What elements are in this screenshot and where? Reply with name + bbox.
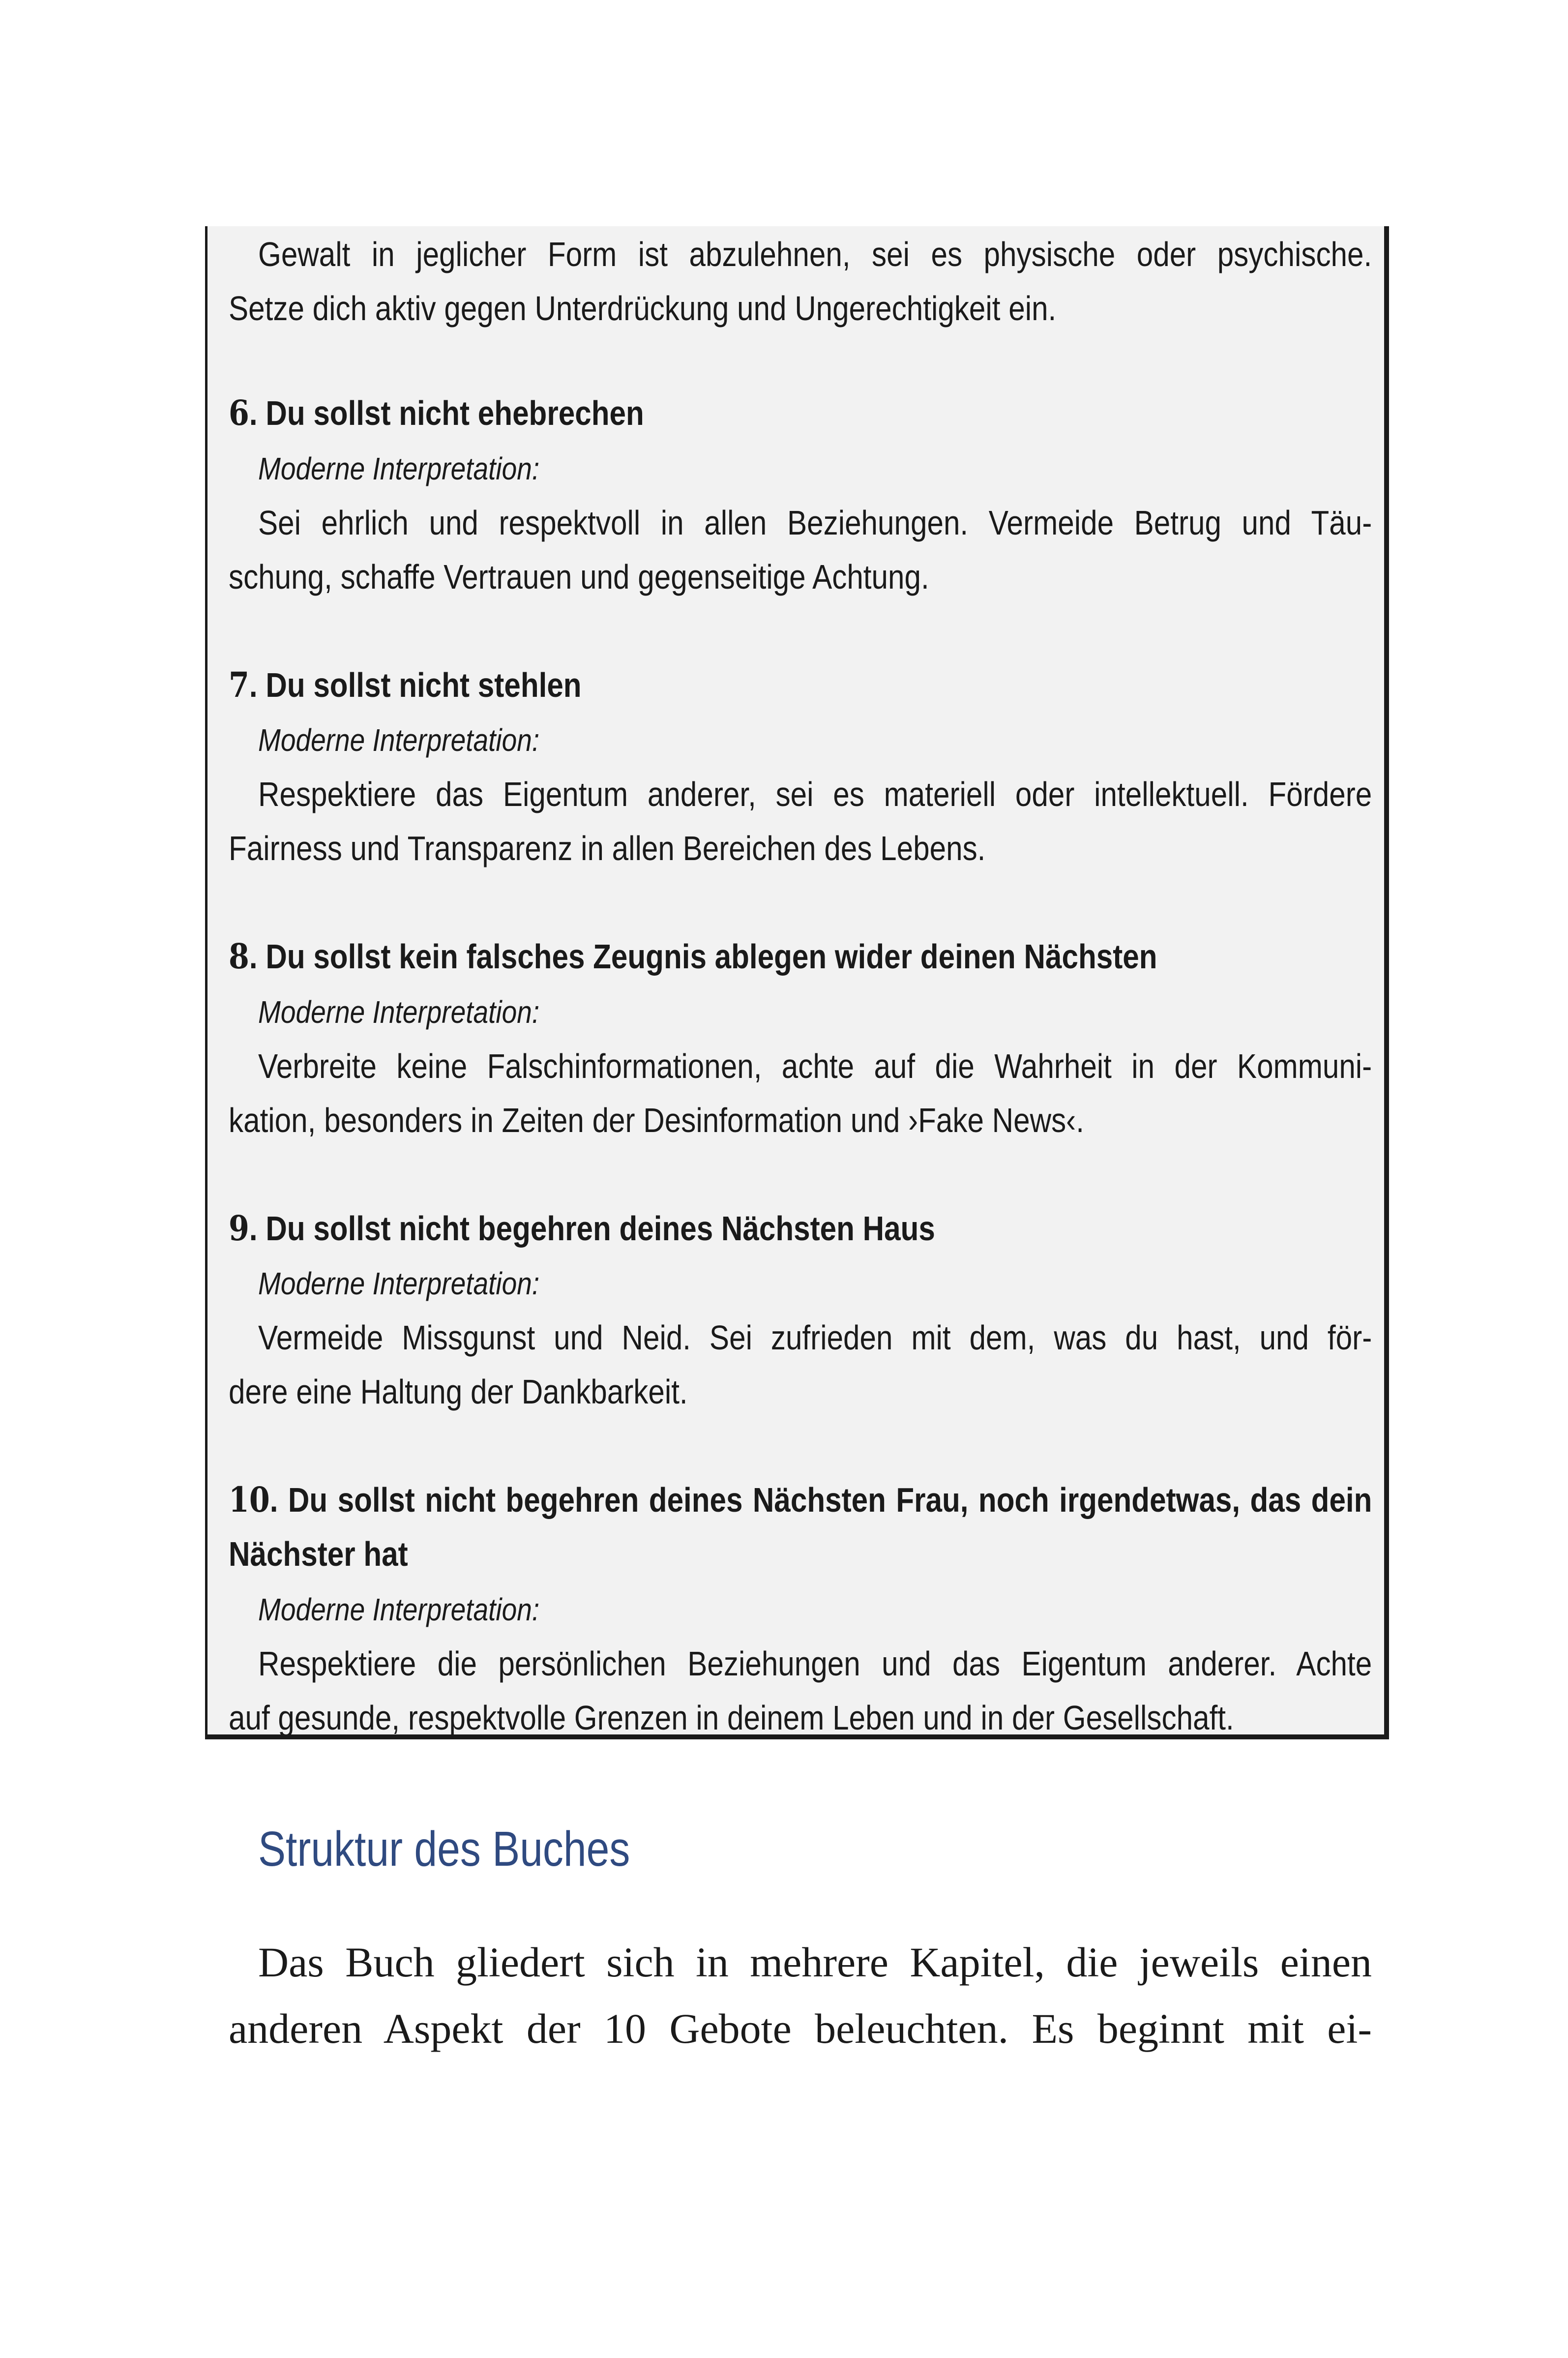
commandment-10-line-1: Respektiere die persönlichen Beziehungen und das Eigentum anderer. Achte [258, 1644, 1372, 1683]
commandment-8-line-1: Verbreite keine Falschinformationen, achte auf die Wahrheit in der Kommuni- [258, 1047, 1372, 1085]
heading-separator: . [269, 1481, 288, 1519]
commandment-number: 7 [229, 664, 249, 705]
paragraph-line-2: anderen Aspekt der 10 Gebote beleuchten. Es beginnt mit ei- [229, 2005, 1372, 2052]
heading-separator: . [249, 937, 266, 976]
commandment-6-line-1: Sei ehrlich und respektvoll in allen Beziehungen. Vermeide Betrug und Täu- [258, 504, 1372, 542]
commandment-title: Du sollst nicht begehren deines Nächsten Frau, noch irgendetwas, das dein [288, 1481, 1372, 1519]
commandment-title: Du sollst kein falsches Zeugnis ablegen wider deinen Nächsten [266, 937, 1157, 976]
paragraph-line-1: Das Buch gliedert sich in mehrere Kapitel, die jeweils einen [258, 1939, 1372, 1986]
commandment-9-line-1: Vermeide Missgunst und Neid. Sei zufrieden mit dem, was du hast, und för- [258, 1318, 1372, 1357]
commandment-7-line-1: Respektiere das Eigentum anderer, sei es materiell oder intellektuell. Fördere [258, 775, 1372, 813]
commandment-9-heading [229, 1201, 1372, 1255]
interpretation-label: Moderne Interpretation: [258, 1266, 540, 1301]
commandment-title: Du sollst nicht stehlen [266, 666, 582, 704]
commandment-7-line-2: Fairness und Transparenz in allen Bereichen des Lebens. [229, 829, 986, 867]
interpretation-label: Moderne Interpretation: [258, 722, 540, 758]
commandment-number: 8 [229, 936, 249, 977]
commandment-10-heading [229, 1473, 1372, 1527]
commandment-8-heading [229, 929, 1372, 984]
commandment-10-line-2: auf gesunde, respektvolle Grenzen in deinem Leben und in der Gesellschaft. [229, 1699, 1234, 1737]
commandment-title: Du sollst nicht begehren deines Nächsten Haus [266, 1209, 935, 1248]
commandment-number: 6 [229, 392, 249, 433]
heading-separator: . [249, 1209, 266, 1248]
commandment-9-line-2: dere eine Haltung der Dankbarkeit. [229, 1373, 688, 1411]
section-heading: Struktur des Buches [258, 1821, 630, 1877]
commandment-7-heading [229, 658, 1372, 712]
heading-separator: . [249, 666, 266, 704]
heading-separator: . [249, 394, 266, 432]
interpretation-label: Moderne Interpretation: [258, 994, 540, 1030]
intro-line-1: Gewalt in jeglicher Form ist abzulehnen, sei es physische oder psychische. [258, 235, 1372, 273]
commandment-6-line-2: schung, schaffe Vertrauen und gegenseitige Achtung. [229, 558, 929, 596]
intro-line-2: Setze dich aktiv gegen Unterdrückung und Ungerechtigkeit ein. [229, 289, 1057, 328]
commandment-number: 10 [229, 1479, 270, 1520]
commandment-number: 9 [229, 1208, 249, 1249]
interpretation-label: Moderne Interpretation: [258, 451, 540, 486]
commandment-10-heading-cont: Nächster hat [229, 1535, 408, 1573]
commandment-6-heading [229, 386, 1372, 440]
commandment-8-line-2: kation, besonders in Zeiten der Desinformation und ›Fake News‹. [229, 1101, 1084, 1139]
interpretation-label: Moderne Interpretation: [258, 1592, 540, 1627]
commandment-title: Du sollst nicht ehebrechen [266, 394, 644, 432]
